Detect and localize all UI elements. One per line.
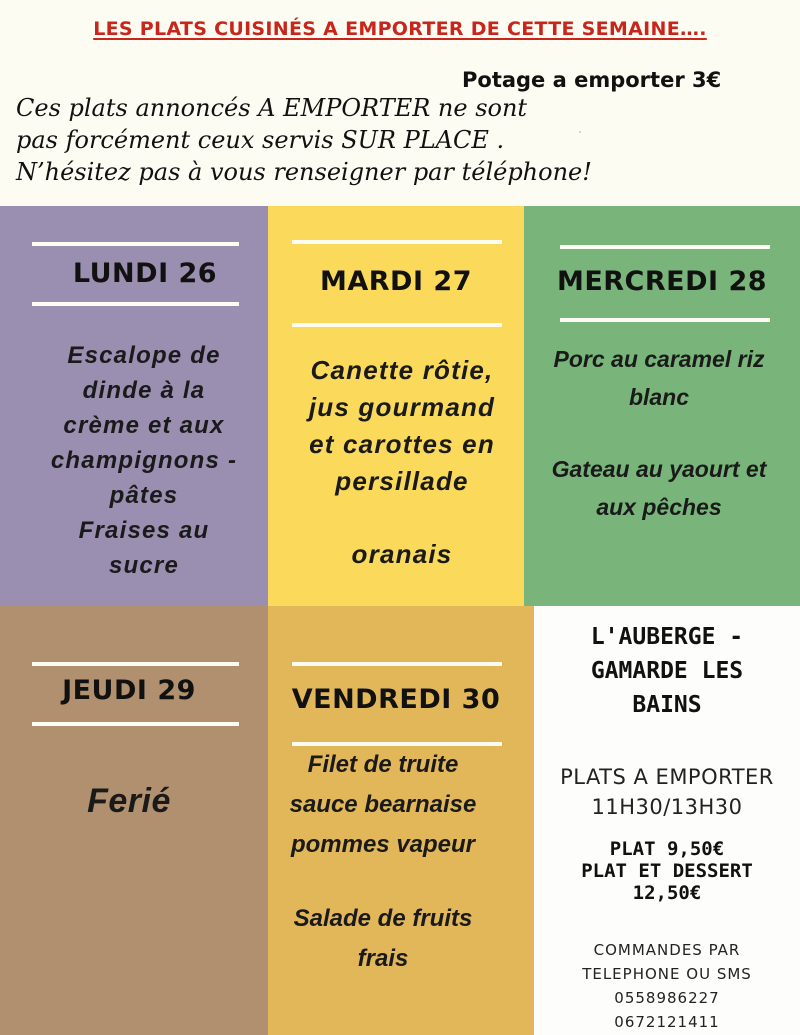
menu-line: sauce bearnaise xyxy=(289,791,477,818)
price-list xyxy=(534,838,800,904)
contact-info xyxy=(534,938,800,1034)
divider-line xyxy=(292,323,502,327)
intro-text xyxy=(16,92,656,188)
menu-line: sucre xyxy=(108,552,180,579)
price-line: PLAT 9,50€ xyxy=(609,838,725,860)
menu-lundi xyxy=(20,338,268,583)
intro-line: pas forcément ceux servis SUR PLACE . xyxy=(16,126,505,154)
menu-line: et carottes en xyxy=(309,429,495,459)
menu-line: champignons - xyxy=(50,447,238,474)
restaurant-name-line: BAINS xyxy=(632,692,702,718)
day-label-mardi: MARDI 27 xyxy=(320,266,472,297)
menu-line: pâtes xyxy=(109,482,179,509)
menu-vendredi xyxy=(268,745,498,979)
dessert-line: oranais xyxy=(351,539,453,569)
day-label-lundi: LUNDI 26 xyxy=(72,258,218,289)
divider-line xyxy=(32,302,239,306)
menu-line: Filet de truite xyxy=(307,751,459,778)
divider-line xyxy=(292,662,502,666)
restaurant-name xyxy=(534,620,800,722)
menu-line: jus gourmand xyxy=(308,392,496,422)
menu-line: crème et aux xyxy=(63,412,225,439)
day-label-mercredi: MERCREDI 28 xyxy=(556,266,768,297)
menu-line: Ferié xyxy=(87,782,171,820)
day-label-vendredi: VENDREDI 30 xyxy=(291,684,501,715)
potage-price: Potage a emporter 3€ xyxy=(462,68,722,92)
dessert-line: Gateau au yaourt et xyxy=(551,456,767,482)
restaurant-name-line: GAMARDE LES xyxy=(590,658,744,684)
dessert-line: frais xyxy=(357,945,409,972)
menu-line: Canette rôtie, xyxy=(310,355,494,385)
divider-line xyxy=(560,318,770,322)
menu-mardi xyxy=(268,352,536,573)
menu-line: pommes vapeur xyxy=(290,831,476,858)
intro-line: Ces plats annoncés A EMPORTER ne sont xyxy=(16,94,528,122)
dessert-line: Salade de fruits xyxy=(293,905,473,932)
menu-line: dinde à la xyxy=(82,377,206,404)
takeaway-time: 11H30/13H30 xyxy=(591,795,743,819)
dessert-line: aux pêches xyxy=(596,494,722,520)
divider-line xyxy=(292,240,502,244)
divider-line xyxy=(32,722,239,726)
menu-line: Escalope de xyxy=(67,342,221,369)
price-line: 12,50€ xyxy=(632,882,702,904)
intro-line: N’hésitez pas à vous renseigner par téléphone! xyxy=(16,158,592,186)
divider-line xyxy=(32,662,239,666)
menu-line: Porc au caramel riz xyxy=(553,346,765,372)
day-label-jeudi: JEUDI 29 xyxy=(62,675,196,706)
phone-number[interactable]: 0558986227 xyxy=(614,989,720,1007)
page-title: LES PLATS CUISINÉS A EMPORTER DE CETTE SEMAINE…. xyxy=(93,18,707,40)
contact-line: TELEPHONE OU SMS xyxy=(582,965,752,983)
takeaway-hours xyxy=(534,762,800,822)
divider-line xyxy=(32,242,239,246)
takeaway-label: PLATS A EMPORTER xyxy=(560,765,774,789)
menu-line: persillade xyxy=(335,466,469,496)
phone-number[interactable]: 0672121411 xyxy=(614,1013,720,1031)
menu-line: blanc xyxy=(628,384,690,410)
contact-line: COMMANDES PAR xyxy=(593,941,741,959)
decorative-dot xyxy=(579,131,581,133)
price-line: PLAT ET DESSERT xyxy=(581,860,753,882)
divider-line xyxy=(560,245,770,249)
menu-mercredi xyxy=(524,340,794,526)
menu-jeudi xyxy=(0,780,258,822)
restaurant-name-line: L'AUBERGE - xyxy=(590,624,744,650)
menu-line: Fraises au xyxy=(78,517,210,544)
